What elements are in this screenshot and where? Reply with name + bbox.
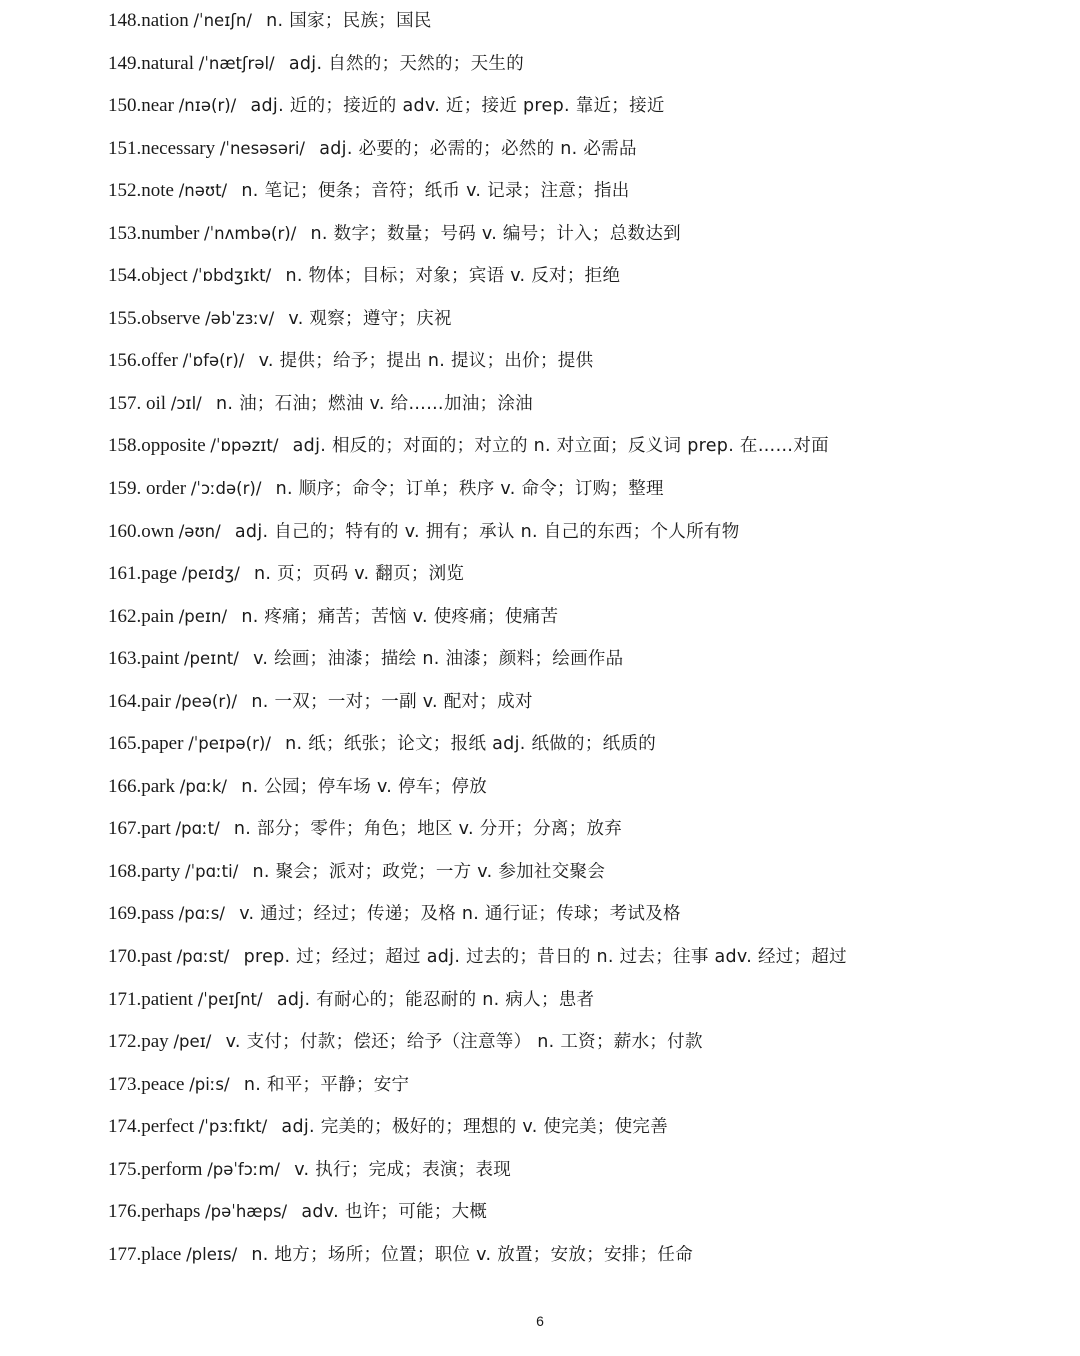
vocab-definition: adj. 完美的；极好的；理想的 v. 使完美；使完善 (281, 1117, 669, 1138)
vocab-headword: 170.past (108, 946, 172, 968)
vocab-definition: adj. 相反的；对面的；对立的 n. 对立面；反义词 prep. 在……对面 (292, 436, 829, 457)
vocab-phonetic: /ɔɪl/ (170, 393, 202, 413)
vocab-definition: prep. 过；经过；超过 adj. 过去的；昔日的 n. 过去；往事 adv. 经过；超过 (243, 947, 847, 968)
vocab-entry (108, 6, 1048, 49)
vocab-entry (108, 304, 1048, 347)
vocab-phonetic: /peɪdʒ/ (181, 564, 240, 584)
vocab-phonetic: /peɪnt/ (184, 649, 239, 669)
vocab-headword: 149.natural (108, 52, 195, 74)
vocab-phonetic: /ˈpeɪpə(r)/ (188, 734, 271, 754)
vocab-phonetic: /pleɪs/ (186, 1244, 238, 1264)
vocab-headword: 175.perform (108, 1158, 203, 1180)
vocab-definition: n. 一双；一对；一副 v. 配对；成对 (251, 691, 533, 712)
vocab-definition: n. 地方；场所；位置；职位 v. 放置；安放；安排；任命 (251, 1244, 693, 1265)
vocab-headword: 163.paint (108, 648, 180, 670)
vocab-entry (108, 431, 1048, 474)
vocab-entry (108, 91, 1048, 134)
vocab-definition: v. 支付；付款；偿还；给予（注意等） n. 工资；薪水；付款 (225, 1032, 703, 1053)
vocab-entry (108, 857, 1048, 900)
vocab-phonetic: /ˈɒfə(r)/ (182, 351, 245, 371)
vocab-definition: n. 纸；纸张；论文；报纸 adj. 纸做的；纸质的 (285, 734, 657, 755)
vocab-entry (108, 1112, 1048, 1155)
vocab-headword: 176.perhaps (108, 1201, 201, 1223)
vocab-headword: 152.note (108, 180, 174, 202)
vocab-entry (108, 176, 1048, 219)
vocab-entry (108, 687, 1048, 730)
vocab-headword: 153.number (108, 222, 200, 244)
vocab-entry (108, 134, 1048, 177)
vocab-definition: v. 通过；经过；传递；及格 n. 通行证；传球；考试及格 (239, 904, 681, 925)
vocab-entry (108, 1240, 1048, 1283)
vocab-definition: v. 提供；给予；提出 n. 提议；出价；提供 (258, 351, 594, 372)
vocab-headword: 158.opposite (108, 435, 206, 457)
vocab-headword: 159. order (108, 478, 187, 500)
vocab-definition: adj. 必要的；必需的；必然的 n. 必需品 (319, 138, 637, 159)
vocab-headword: 161.page (108, 563, 178, 585)
vocab-phonetic: /ˈɒpəzɪt/ (210, 436, 279, 456)
vocab-definition: n. 顺序；命令；订单；秩序 v. 命令；订购；整理 (275, 479, 664, 500)
vocab-phonetic: /pɑːst/ (176, 947, 230, 967)
vocab-entry (108, 49, 1048, 92)
vocab-headword: 167.part (108, 818, 171, 840)
vocab-entry (108, 602, 1048, 645)
vocab-phonetic: /peɪn/ (178, 606, 228, 626)
vocab-headword: 165.paper (108, 733, 184, 755)
vocab-definition: v. 观察；遵守；庆祝 (288, 308, 452, 329)
vocab-definition: adj. 近的；接近的 adv. 近；接近 prep. 靠近；接近 (250, 96, 665, 117)
vocab-headword: 174.perfect (108, 1116, 194, 1138)
vocab-headword: 177.place (108, 1243, 182, 1265)
vocab-definition: n. 聚会；派对；政党；一方 v. 参加社交聚会 (252, 861, 606, 882)
vocab-definition: adj. 自然的；天然的；天生的 (288, 53, 524, 74)
vocab-phonetic: /pɑːt/ (175, 819, 220, 839)
vocab-entry (108, 517, 1048, 560)
vocab-phonetic: /pəˈhæps/ (205, 1202, 288, 1222)
vocab-phonetic: /peə(r)/ (175, 691, 238, 711)
vocab-phonetic: /ˈnætʃrəl/ (198, 53, 275, 73)
vocab-headword: 162.pain (108, 605, 174, 627)
vocab-definition: n. 笔记；便条；音符；纸币 v. 记录；注意；指出 (241, 181, 630, 202)
vocab-headword: 166.park (108, 775, 176, 797)
vocab-entry (108, 389, 1048, 432)
vocab-headword: 151.necessary (108, 137, 216, 159)
vocab-phonetic: /nəʊt/ (178, 181, 228, 201)
vocab-definition: v. 执行；完成；表演；表现 (294, 1159, 512, 1180)
vocab-phonetic: /pəˈfɔːm/ (207, 1159, 280, 1179)
vocab-list (108, 6, 1048, 1282)
vocab-phonetic: /ˈnesəsəri/ (219, 138, 305, 158)
vocab-phonetic: /ˈɒbdʒɪkt/ (192, 266, 272, 286)
vocab-entry (108, 474, 1048, 517)
page-number: 6 (536, 1313, 544, 1329)
vocab-entry (108, 1197, 1048, 1240)
vocab-phonetic: /pɑːk/ (179, 776, 227, 796)
vocab-phonetic: /ˈpɜːfɪkt/ (198, 1117, 268, 1137)
vocab-entry (108, 346, 1048, 389)
vocab-headword: 150.near (108, 95, 174, 117)
vocab-headword: 160.own (108, 520, 174, 542)
vocab-definition: n. 部分；零件；角色；地区 v. 分开；分离；放弃 (233, 819, 623, 840)
vocab-headword: 169.pass (108, 903, 174, 925)
vocab-phonetic: /pɑːs/ (178, 904, 225, 924)
vocab-phonetic: /ˈpeɪʃnt/ (197, 989, 263, 1009)
vocab-phonetic: /piːs/ (189, 1074, 230, 1094)
vocab-headword: 168.party (108, 860, 181, 882)
vocab-phonetic: /nɪə(r)/ (178, 96, 237, 116)
vocab-phonetic: /ˈnʌmbə(r)/ (204, 223, 297, 243)
vocab-headword: 155.observe (108, 307, 201, 329)
vocab-entry (108, 261, 1048, 304)
vocab-entry (108, 219, 1048, 262)
vocab-definition: n. 油；石油；燃油 v. 给……加油；涂油 (215, 393, 533, 414)
vocab-headword: 172.pay (108, 1031, 169, 1053)
vocab-entry (108, 644, 1048, 687)
vocab-definition: n. 国家；民族；国民 (266, 11, 432, 31)
vocab-phonetic: /əʊn/ (178, 521, 221, 541)
vocab-headword: 148.nation (108, 10, 189, 31)
vocab-headword: 157. oil (108, 392, 167, 414)
vocab-headword: 164.pair (108, 690, 171, 712)
vocab-headword: 156.offer (108, 350, 178, 372)
vocab-definition: n. 物体；目标；对象；宾语 v. 反对；拒绝 (285, 266, 621, 287)
vocab-entry (108, 729, 1048, 772)
vocab-entry (108, 1027, 1048, 1070)
vocab-phonetic: /əbˈzɜːv/ (205, 308, 275, 328)
vocab-definition: n. 和平；平静；安宁 (243, 1074, 410, 1095)
vocab-entry (108, 899, 1048, 942)
vocab-phonetic: /ˈneɪʃn/ (193, 11, 252, 30)
vocab-entry (108, 1155, 1048, 1198)
vocab-headword: 154.object (108, 265, 188, 287)
vocab-entry (108, 559, 1048, 602)
vocab-definition: n. 公园；停车场 v. 停车；停放 (241, 776, 488, 797)
vocab-entry (108, 942, 1048, 985)
vocab-entry (108, 772, 1048, 815)
vocab-definition: n. 页；页码 v. 翻页；浏览 (254, 564, 465, 585)
vocab-entry (108, 814, 1048, 857)
vocab-headword: 171.patient (108, 988, 193, 1010)
vocab-phonetic: /ˈpɑːti/ (185, 861, 239, 881)
vocab-phonetic: /peɪ/ (173, 1032, 212, 1052)
vocab-entry (108, 985, 1048, 1028)
vocab-definition: v. 绘画；油漆；描绘 n. 油漆；颜料；绘画作品 (253, 649, 624, 670)
vocab-definition: adj. 自己的；特有的 v. 拥有；承认 n. 自己的东西；个人所有物 (234, 521, 740, 542)
vocab-phonetic: /ˈɔːdə(r)/ (190, 479, 262, 499)
vocab-definition: n. 数字；数量；号码 v. 编号；计入；总数达到 (310, 223, 681, 244)
vocab-definition: adv. 也许；可能；大概 (301, 1202, 488, 1223)
vocab-entry (108, 1070, 1048, 1113)
vocab-definition: adj. 有耐心的；能忍耐的 n. 病人；患者 (276, 989, 595, 1010)
vocab-definition: n. 疼痛；痛苦；苦恼 v. 使疼痛；使痛苦 (241, 606, 559, 627)
vocab-headword: 173.peace (108, 1073, 185, 1095)
